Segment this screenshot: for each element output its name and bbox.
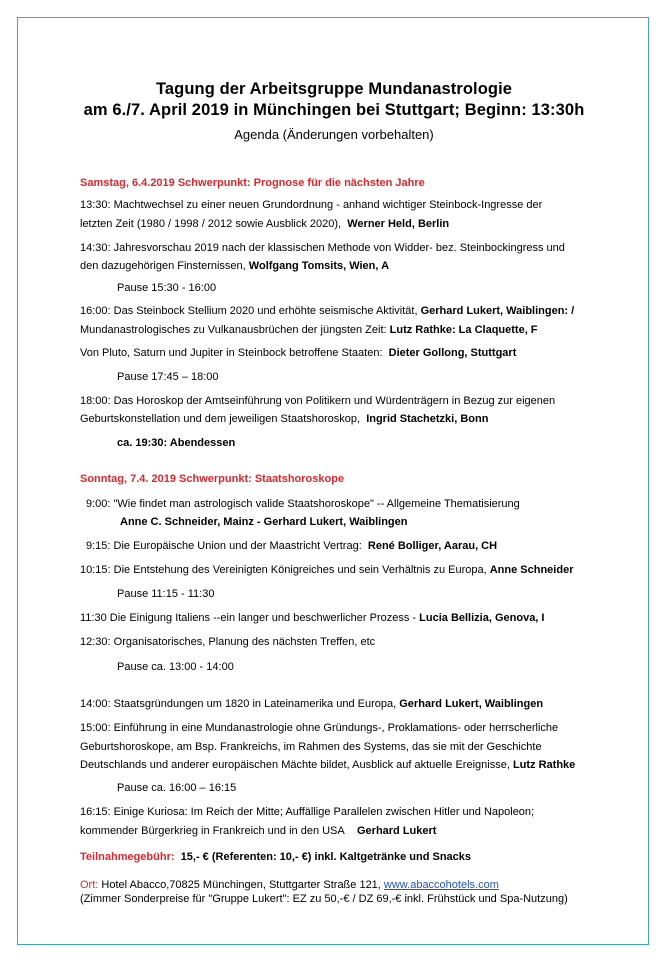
page-title-line2: am 6./7. April 2019 in Münchingen bei Stuttgart; Beginn: 13:30h [83,101,585,119]
sat-item1-speaker: Werner Held, Berlin [347,218,450,230]
sun-item7-line3: Deutschlands und anderer europäischen Mächte bildet, Ausblick auf aktuelle Ereignisse, Lutz Rathke [80,759,576,771]
sun-item4-line: 11:30 Die Einigung Italiens --ein langer und beschwerlicher Prozess - Lucia Bellizia, Genova, I [80,612,545,624]
sun-pause3: Pause ca. 16:00 – 16:15 [117,782,237,794]
sat-item5-line2: Geburtskonstellation und dem jeweiligen Staatshoroskop, Ingrid Stachetzki, Bonn [80,413,489,425]
sun-item2-speaker: René Bolliger, Aarau, CH [367,540,498,552]
sat-item4-speaker: Dieter Gollong, Stuttgart [388,347,517,359]
sun-item7-line2: Geburtshoroskope, am Bsp. Frankreichs, im Rahmen des Systems, das sie mit der Geschichte [80,741,542,753]
sat-item5-speaker: Ingrid Stachetzki, Bonn [366,413,489,425]
sun-item3-speaker: Anne Schneider [489,564,574,576]
sat-item3-line1: 16:00: Das Steinbock Stellium 2020 und erhöhte seismische Aktivität, Gerhard Lukert, Waiblingen: / [80,305,575,317]
sat-dinner: ca. 19:30: Abendessen [117,437,236,449]
venue-label: Ort: [80,879,99,891]
sat-item1-line2: letzten Zeit (1980 / 1998 / 2012 sowie Ausblick 2020), Werner Held, Berlin [80,218,450,230]
venue-line [80,878,499,892]
sat-item3-speaker2: Lutz Rathke: La Claquette, F [389,324,538,336]
sun-item6-line: 14:00: Staatsgründungen um 1820 in Lateinamerika und Europa, Gerhard Lukert, Waiblingen [80,698,544,710]
sat-pause2: Pause 17:45 – 18:00 [117,371,219,383]
sun-pause1: Pause 11:15 - 11:30 [117,588,215,600]
page-title-line1: Tagung der Arbeitsgruppe Mundanastrologie [155,80,513,98]
saturday-heading: Samstag, 6.4.2019 Schwerpunkt: Prognose für die nächsten Jahre [80,177,425,189]
sun-item1-line1: 9:00: "Wie findet man astrologisch valide Staatshoroskope" -- Allgemeine Thematisierung [86,498,520,510]
sun-item8-line1: 16:15: Einige Kuriosa: Im Reich der Mitte; Auffällige Parallelen zwischen Hitler und Napoleon; [80,806,535,818]
sat-item2-line1: 14:30: Jahresvorschau 2019 nach der klassischen Methode von Widder- bez. Steinbockingress und [80,242,565,254]
sat-item4-line: Von Pluto, Saturn und Jupiter in Steinbock betroffene Staaten: Dieter Gollong, Stuttgart [80,347,517,359]
sun-item8-speaker: Gerhard Lukert [356,825,437,837]
sat-item3-line2: Mundanastrologisches zu Vulkanausbrüchen der jüngsten Zeit: Lutz Rathke: La Claquette, F [80,324,538,336]
sat-item2-speaker: Wolfgang Tomsits, Wien, A [248,260,390,272]
sat-item1-line1: 13:30: Machtwechsel zu einer neuen Grundordnung - anhand wichtiger Steinbock-Ingresse der [80,199,543,211]
sun-item1-speakers: Anne C. Schneider, Mainz - Gerhard Lukert, Waiblingen [120,516,408,528]
sat-item2-line2: den dazugehörigen Finsternissen, Wolfgang Tomsits, Wien, A [80,260,390,272]
sunday-heading: Sonntag, 7.4. 2019 Schwerpunkt: Staatshoroskope [80,473,345,485]
agenda-subtitle: Agenda (Änderungen vorbehalten) [234,127,434,142]
sun-item7-speaker: Lutz Rathke [512,759,576,771]
sun-item7-line1: 15:00: Einführung in eine Mundanastrologie ohne Gründungs-, Proklamations- oder herrscherliche [80,722,559,734]
sun-pause2: Pause ca. 13:00 - 14:00 [117,661,234,673]
sat-item3-speaker1: Gerhard Lukert, Waiblingen: / [420,305,575,317]
venue-text: Hotel Abacco,70825 Münchingen, Stuttgarter Straße 121, [101,879,381,891]
venue-link[interactable]: www.abaccohotels.com [383,879,499,891]
sun-item4-speaker: Lucia Bellizia, Genova, I [419,612,545,624]
sat-item5-line1: 18:00: Das Horoskop der Amtseinführung von Politikern und Würdenträgern in Bezug zur eigenen [80,395,556,407]
sun-item3-line: 10:15: Die Entstehung des Vereinigten Königreiches und sein Verhältnis zu Europa, Anne Schneider [80,564,574,576]
fee-text: 15,- € (Referenten: 10,- €) inkl. Kaltgetränke und Snacks [180,851,472,863]
venue-note: (Zimmer Sonderpreise für "Gruppe Lukert": EZ zu 50,-€ / DZ 69,-€ inkl. Frühstück und Spa-Nutzung) [80,893,568,905]
sun-item2-line: 9:15: Die Europäische Union und der Maastricht Vertrag: René Bolliger, Aarau, CH [86,540,498,552]
sun-item5-line: 12:30: Organisatorisches, Planung des nächsten Treffen, etc [80,636,376,648]
fee-label: Teilnahmegebühr: [80,851,175,863]
fee-line [80,850,471,864]
sun-item6-speaker: Gerhard Lukert, Waiblingen [399,698,544,710]
sat-pause1: Pause 15:30 - 16:00 [117,282,217,294]
sun-item8-line2: kommender Bürgerkrieg in Frankreich und in den USA Gerhard Lukert [80,825,437,837]
